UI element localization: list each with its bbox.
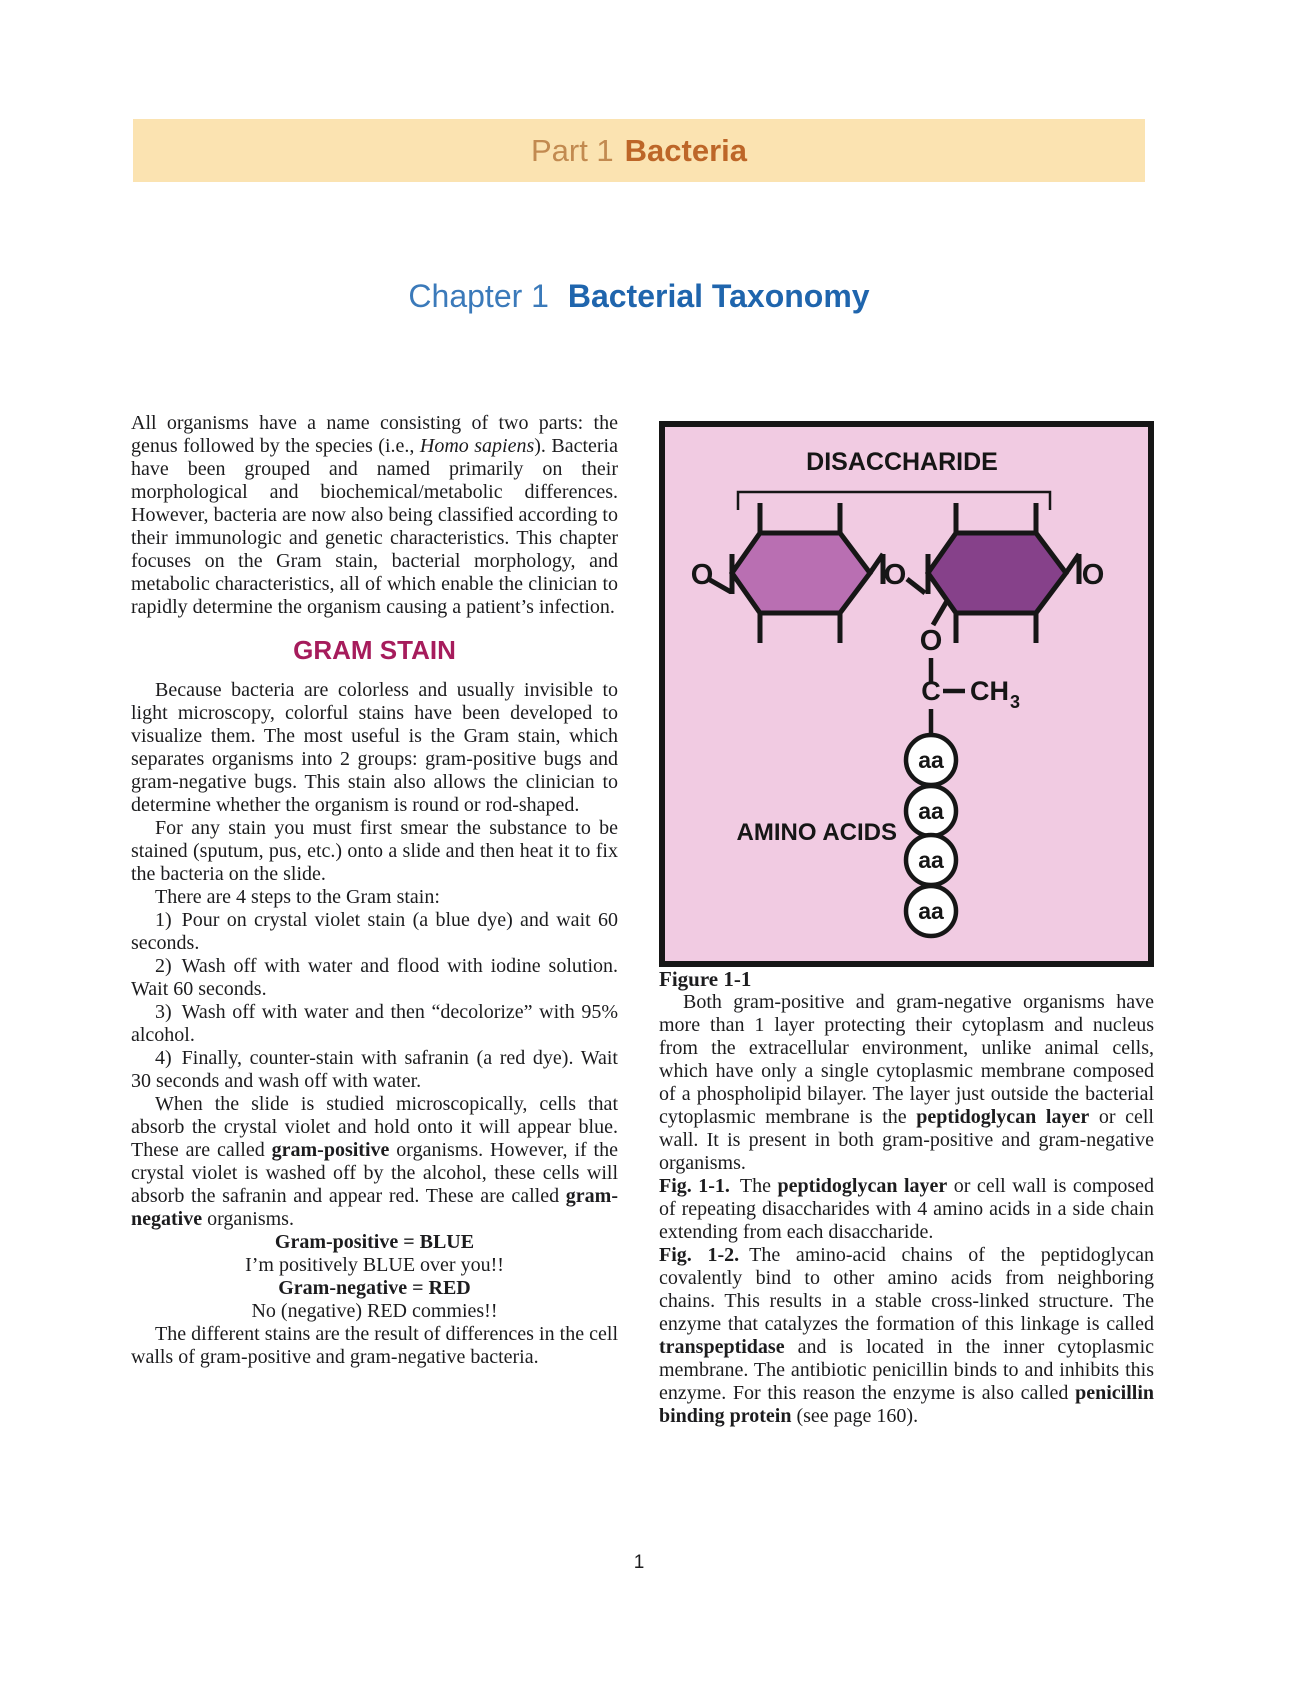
gram-stain-heading: GRAM STAIN: [293, 635, 456, 665]
oxygen-label-left: O: [690, 559, 714, 591]
figure-background: [662, 424, 1151, 964]
intro-run: ). Bacteria have been grouped and named primarily on their morphological and biochemical/metabolic differences. However, bacteria are now also being classified according to their immunologic and genetic characteristics. This chapter focuses on the Gram stain, bacterial morphology, and metabolic characteristics, all of which enable the clinician to rapidly determine the organism causing a patient’s infection.: [131, 435, 618, 618]
fig-1-1-description: [659, 1175, 1154, 1244]
step-1: 1) Pour on crystal violet stain (a blue dye) and wait 60 seconds.: [131, 909, 618, 954]
transpeptidase-term: transpeptidase: [659, 1336, 785, 1358]
body-run: Both gram-positive and gram-negative organisms have more than 1 layer protecting their cytoplasm and nucleus from the extracellular environment, unlike animal cells, which have only a single cytoplasmic membrane composed of a phospholipid bilayer. The layer just outside the bacterial cytoplasmic membrane is the: [659, 991, 1154, 1128]
amino-acids-label: AMINO ACIDS: [736, 819, 897, 846]
oxygen-label-right: O: [1081, 559, 1105, 591]
motto-rule: Gram-negative = RED: [278, 1277, 471, 1299]
gram-negative-term: gram-negative: [131, 1185, 618, 1230]
left-sugar-hexagon: [732, 533, 870, 613]
peptidoglycan-term: peptidoglycan layer: [777, 1175, 948, 1197]
right-sugar-hexagon: [928, 533, 1066, 613]
oxygen-label-middle: O: [883, 559, 907, 591]
microscopy-paragraph: [131, 1093, 618, 1231]
aa-label-4: aa: [918, 898, 944, 924]
cell-wall-paragraph: The different stains are the result of differences in the cell walls of gram-positive and gram-negative bacteria.: [131, 1323, 618, 1368]
aa-label-2: aa: [918, 798, 944, 824]
motto-joke: I’m positively BLUE over you!!: [245, 1254, 504, 1276]
four-steps-lead-in: There are 4 steps to the Gram stain:: [155, 886, 440, 908]
part-banner: [133, 119, 1145, 182]
gram-negative-motto: [131, 1277, 618, 1323]
body-run: (see page 160).: [791, 1405, 919, 1427]
intro-run: All organisms have a name consisting of two parts: the genus followed by the species (i.e.,: [131, 412, 618, 457]
motto-joke: No (negative) RED commies!!: [251, 1300, 498, 1322]
step-2: 2) Wash off with water and flood with iodine solution. Wait 60 seconds.: [131, 955, 618, 1000]
gram-positive-motto: [131, 1231, 618, 1277]
oxygen-label-acetyl: O: [919, 625, 943, 657]
part-title: Bacteria: [624, 132, 748, 168]
aa-label-1: aa: [918, 747, 944, 773]
intro-paragraph: [131, 412, 618, 619]
body-run: and is located in the inner cytoplasmic membrane. The antibiotic penicillin binds to and inhibits this enzyme. For this reason the enzyme is also called: [659, 1336, 1154, 1404]
figure-caption: Figure 1-1: [659, 967, 752, 991]
layers-paragraph: [659, 991, 1154, 1175]
body-run: organisms. However, if the crystal violet is washed off by the alcohol, these cells will absorb the safranin and appear red. These are called: [131, 1139, 618, 1207]
body-run: The amino-acid chains of the peptidoglycan covalently bind to other amino acids from neighboring chains. This results in a stable cross-linked structure. The enzyme that catalyzes the formation of this linkage is called: [659, 1244, 1154, 1335]
gram-positive-term: gram-positive: [271, 1139, 390, 1161]
gram-stain-paragraph: Because bacteria are colorless and usually invisible to light microscopy, colorful stains have been developed to visualize them. The most useful is the Gram stain, which separates organisms into 2 groups: gram-positive bugs and gram-negative bugs. This stain also allows the clinician to determine whether the organism is round or rod-shaped.: [131, 679, 618, 816]
fig-1-2-description: [659, 1244, 1154, 1428]
figure-1-1-diagram: [659, 421, 1154, 967]
aa-label-3: aa: [918, 847, 944, 873]
chapter-heading: [133, 276, 1145, 316]
part-number-label: Part 1: [530, 132, 614, 168]
left-column: [131, 412, 618, 1369]
disaccharide-label: DISACCHARIDE: [806, 448, 998, 476]
body-run: or cell wall. It is present in both gram-positive and gram-negative organisms.: [659, 1106, 1154, 1174]
right-column: [659, 421, 1154, 1428]
body-run: The: [729, 1175, 778, 1197]
methyl-subscript: 3: [1010, 692, 1021, 712]
step-4: 4) Finally, counter-stain with safranin (a red dye). Wait 30 seconds and wash off with water.: [131, 1047, 618, 1092]
methyl-label: CH: [970, 676, 1009, 706]
step-3: 3) Wash off with water and then “decolorize” with 95% alcohol.: [131, 1001, 618, 1046]
body-run: or cell wall is composed of repeating disaccharides with 4 amino acids in a side chain extending from each disaccharide.: [659, 1175, 1154, 1243]
body-run: When the slide is studied microscopically, cells that absorb the crystal violet and hold onto it will appear blue. These are called: [131, 1093, 618, 1161]
page-number: 1: [633, 1552, 645, 1573]
chapter-number-label: Chapter 1: [408, 278, 549, 314]
fig-1-1-label: Fig. 1-1.: [659, 1175, 730, 1197]
species-name-italic: Homo sapiens: [419, 435, 535, 457]
motto-rule: Gram-positive = BLUE: [274, 1231, 475, 1253]
body-run: organisms.: [202, 1208, 294, 1230]
peptidoglycan-term: peptidoglycan layer: [916, 1106, 1090, 1128]
smear-paragraph: For any stain you must first smear the substance to be stained (sputum, pus, etc.) onto a slide and then heat it to fix the bacteria on the slide.: [131, 817, 618, 885]
carbon-label: C: [921, 676, 941, 706]
fig-1-2-label: Fig. 1-2.: [659, 1244, 740, 1266]
chapter-title: Bacterial Taxonomy: [567, 278, 870, 314]
penicillin-binding-protein-term: penicillin binding protein: [659, 1382, 1154, 1427]
